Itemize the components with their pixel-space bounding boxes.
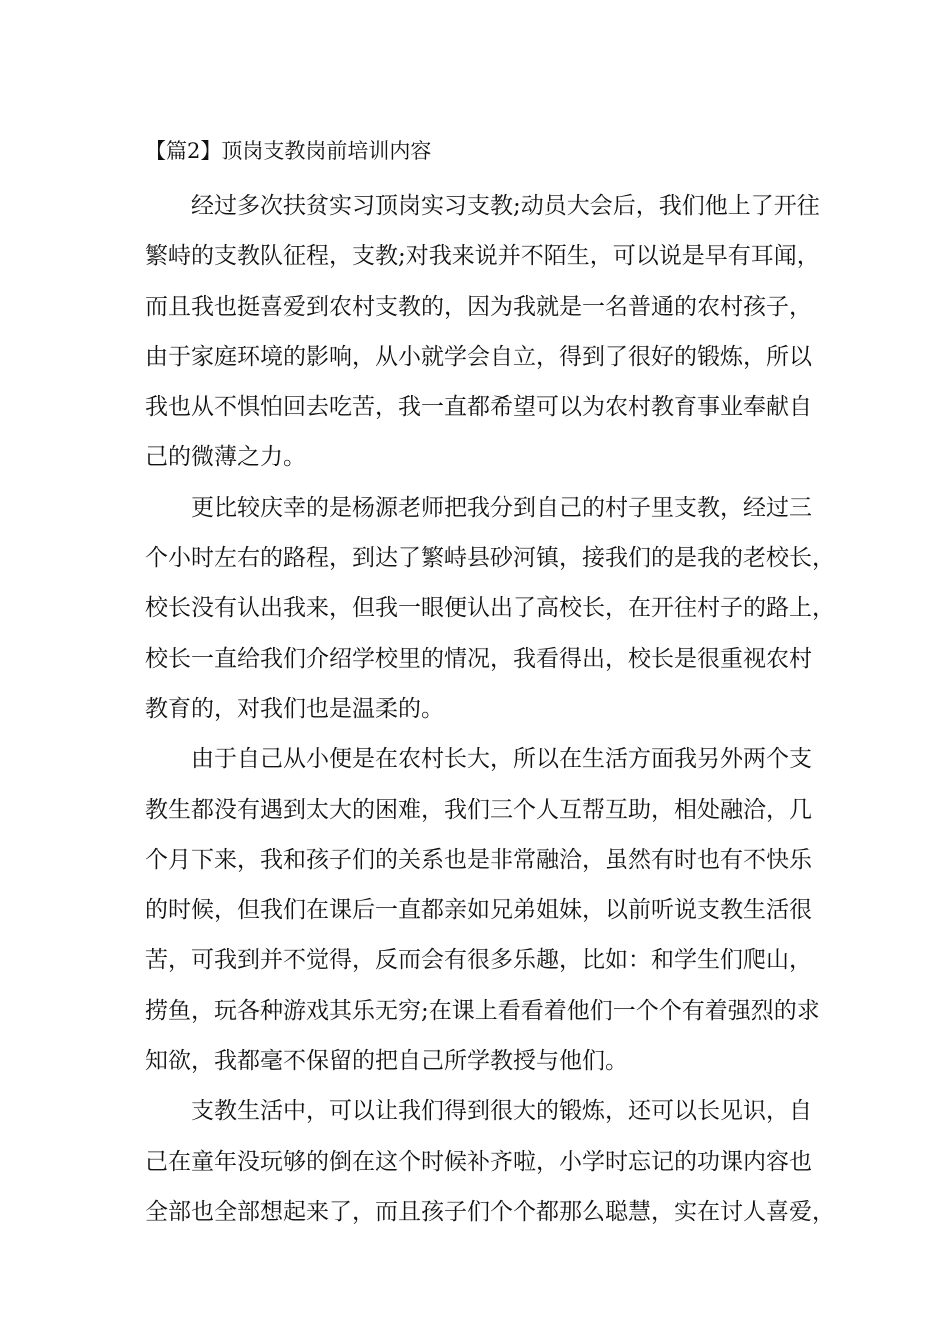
- text-line: 校长没有认出我来，但我一眼便认出了高校长，在开往村子的路上，: [145, 595, 835, 622]
- text-line: 支教生活中，可以让我们得到很大的锻炼，还可以长见识，自: [191, 1098, 812, 1125]
- document-body: [145, 181, 835, 1237]
- text-line: 而且我也挺喜爱到农村支教的，因为我就是一名普通的农村孩子，: [145, 293, 812, 320]
- text-line: 的时候，但我们在课后一直都亲如兄弟姐妹，以前听说支教生活很: [145, 897, 812, 924]
- text-line: 校长一直给我们介绍学校里的情况，我看得出，校长是很重视农村: [145, 645, 812, 672]
- text-line: 教生都没有遇到太大的困难，我们三个人互帮互助，相处融洽，几: [145, 796, 812, 823]
- paragraph-2: [145, 483, 835, 734]
- text-line: 由于自己从小便是在农村长大，所以在生活方面我另外两个支: [191, 746, 812, 773]
- text-line: 己的微薄之力。: [145, 444, 306, 471]
- text-line: 更比较庆幸的是杨源老师把我分到自己的村子里支教，经过三: [191, 494, 812, 521]
- text-line: 苦，可我到并不觉得，反而会有很多乐趣，比如：和学生们爬山，: [145, 947, 812, 974]
- text-line: 个小时左右的路程，到达了繁峙县砂河镇，接我们的是我的老校长，: [145, 545, 835, 572]
- text-line: 知欲，我都毫不保留的把自己所学教授与他们。: [145, 1048, 628, 1075]
- text-line: 经过多次扶贫实习顶岗实习支教;动员大会后，我们他上了开往: [191, 193, 820, 219]
- text-line: 由于家庭环境的影响，从小就学会自立，得到了很好的锻炼，所以: [145, 343, 812, 370]
- section-heading: 【篇2】顶岗支教岗前培训内容: [145, 139, 432, 163]
- text-line: 捞鱼，玩各种游戏其乐无穷;在课上看看着他们一个个有着强烈的求: [145, 997, 820, 1024]
- text-line: 己在童年没玩够的倒在这个时候补齐啦，小学时忘记的功课内容也: [145, 1148, 812, 1175]
- text-line: 教育的，对我们也是温柔的。: [145, 695, 444, 722]
- paragraph-4: [145, 1086, 835, 1237]
- paragraph-3: [145, 734, 825, 1086]
- text-line: 全部也全部想起来了，而且孩子们个个都那么聪慧，实在讨人喜爱，: [145, 1198, 835, 1225]
- text-line: 个月下来，我和孩子们的关系也是非常融洽，虽然有时也有不快乐: [145, 846, 812, 873]
- text-line: 繁峙的支教队征程，支教;对我来说并不陌生，可以说是早有耳闻，: [145, 243, 820, 270]
- text-line: 我也从不惧怕回去吃苦，我一直都希望可以为农村教育事业奉献自: [145, 394, 812, 421]
- paragraph-1: [145, 181, 825, 483]
